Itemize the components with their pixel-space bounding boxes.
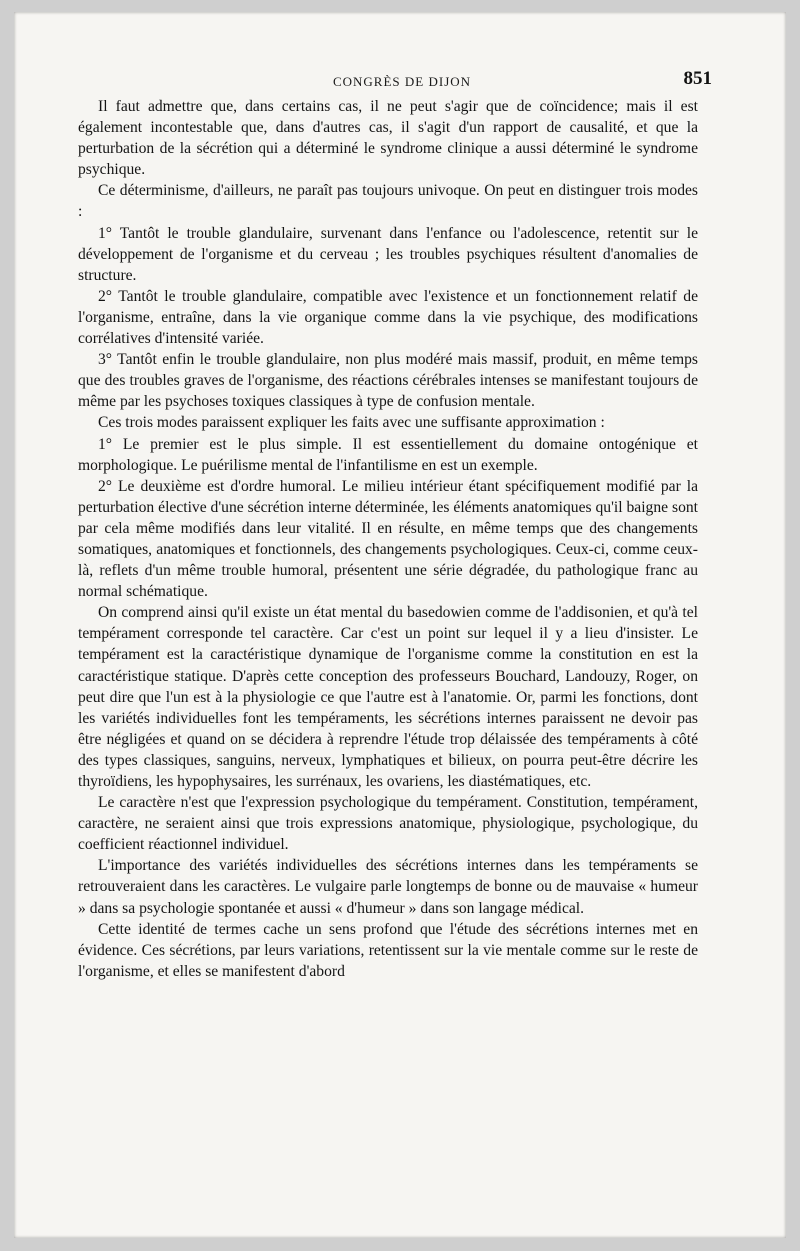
paragraph-humour: L'importance des variétés individuelles des sécrétions internes dans les tempéraments se retrouveraient dans les caractères. Le vulgaire parle longtemps de bonne ou de mauvaise « humeur » dans sa psychologie spontanée et aussi « d'humeur » dans son langage médical. bbox=[78, 857, 698, 917]
paragraph-character: Le caractère n'est que l'expression psychologique du tempérament. Constitution, tempérament, caractère, ne seraient ainsi que trois expressions anatomique, physiologique, psychologique, du coefficient réactionnel individuel. bbox=[78, 794, 698, 854]
paragraph-determinism: Ce déterminisme, d'ailleurs, ne paraît pas toujours univoque. On peut en distinguer trois modes : bbox=[78, 182, 698, 221]
page-number: 851 bbox=[683, 68, 712, 89]
paragraph-temperament: On comprend ainsi qu'il existe un état mental du basedowien comme de l'addisonien, et qu'à tel tempérament corresponde tel caractère. Car c'est un point sur lequel il y a lieu d'insister. Le tempérament est la caractéristique dynamique de l'organisme comme la constitution en est la caractéristique statique. D'après cette conception des professeurs Bouchard, Landouzy, Roger, on peut dire que l'un est à la physiologie ce que l'autre est à l'anatomie. Or, parmi les fonctions, dont les variétés individuelles font les tempéraments, les sécrétions internes paraissent ne devoir pas être négligées et quand on se décidera à reprendre l'étude trop délaissée des tempéraments à côté des types classiques, sanguins, nerveux, lymphatiques et bilieux, on pourra peut-être décrire les thyroïdiens, les hypophysaires, les surrénaux, les ovariens, les diastématiques, etc. bbox=[78, 604, 698, 790]
paragraph-coincidence: Il faut admettre que, dans certains cas, il ne peut s'agir que de coïncidence; mais il est également incontestable que, dans d'autres cas, il s'agit d'un rapport de causalité, et que la perturbation de la sécrétion qui a déterminé le syndrome clinique a aussi déterminé le syndrome psychique. bbox=[78, 98, 698, 179]
paragraph-mode-2: 2° Tantôt le trouble glandulaire, compatible avec l'existence et un fonctionnement relatif de l'organisme, entraîne, dans la vie organique comme dans la vie psychique, des modifications corrélatives d'intensité variée. bbox=[78, 287, 698, 348]
paragraph-explanation: Ces trois modes paraissent expliquer les faits avec une suffisante approximation : bbox=[98, 414, 605, 432]
page-header bbox=[92, 68, 712, 98]
paragraph-mode-3: 3° Tantôt enfin le trouble glandulaire, non plus modéré mais massif, produit, en même temps que des troubles graves de l'organisme, des réactions cérébrales intenses se manifestant toujours de même par les psychoses toxiques classiques à type de confusion mentale. bbox=[78, 351, 698, 411]
paragraph-mode-1: 1° Tantôt le trouble glandulaire, survenant dans l'enfance ou l'adolescence, retentit sur le développement de l'organisme et du cerveau ; les troubles psychiques résultent d'anomalies de structure. bbox=[78, 224, 698, 284]
running-head: CONGRÈS DE DIJON bbox=[332, 74, 472, 89]
paragraph-first: 1° Le premier est le plus simple. Il est essentiellement du domaine ontogénique et morphologique. Le puérilisme mental de l'infantilisme en est un exemple. bbox=[78, 435, 698, 474]
body-text bbox=[78, 96, 698, 982]
paragraph-identity: Cette identité de termes cache un sens profond que l'étude des sécrétions internes met en évidence. Ces sécrétions, par leurs variations, retentissent sur la vie mentale comme sur le reste de l'organisme, et elles se manifestent d'abord bbox=[78, 920, 698, 980]
paragraph-second: 2° Le deuxième est d'ordre humoral. Le milieu intérieur étant spécifiquement modifié par la perturbation élective d'une sécrétion interne déterminée, les éléments anatomiques qu'il baigne sont par cela même modifiés dans leur vitalité. Il en résulte, en même temps que des changements somatiques, anatomiques et fonctionnels, des changements psychologiques. Ceux-ci, comme ceux-là, reflets d'un même trouble humoral, présentent une série dégradée, du pathologique franc au normal schématique. bbox=[78, 477, 698, 601]
